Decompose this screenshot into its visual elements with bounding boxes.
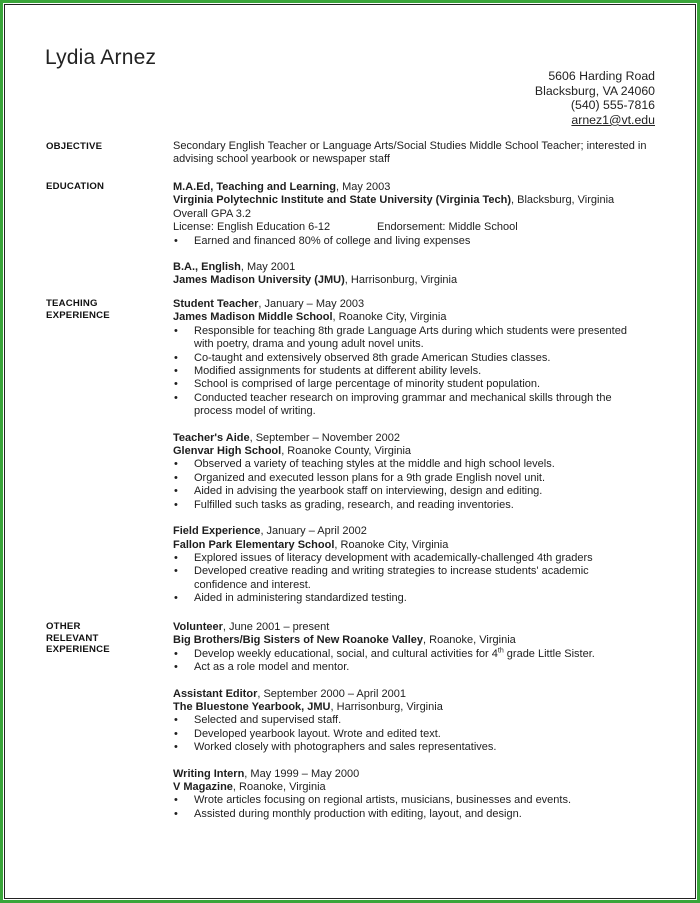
section-label-teaching: TEACHING EXPERIENCE [46,298,110,321]
job-title: Volunteer [173,621,223,633]
job-title: Writing Intern [173,767,245,780]
education-entry [173,261,653,288]
gpa: Overall GPA 3.2 [173,207,252,220]
education-content [173,181,653,301]
job-date: , September 2000 – April 2001 [257,687,406,700]
organization: Big Brothers/Big Sisters of New Roanoke Valley [173,634,424,647]
list-item: • Developed yearbook layout. Wrote and edited text. [173,728,653,741]
list-item: • Worked closely with photographers and sales representatives. [173,741,653,754]
job-date: , January – April 2002 [260,525,367,538]
organization: James Madison Middle School [173,311,333,324]
job-date: , January – May 2003 [258,298,365,310]
school-name: James Madison University (JMU) [173,274,345,287]
org-location: , Harrisonburg, Virginia [330,701,443,714]
school-location: , Blacksburg, Virginia [511,194,615,207]
teaching-content [173,298,653,619]
school-location: , Harrisonburg, Virginia [344,274,458,287]
org-location: , Roanoke, Virginia [232,781,326,794]
experience-entry [173,688,653,755]
list-item: • Act as a role model and mentor. [173,661,653,674]
org-location: , Roanoke City, Virginia [334,538,449,551]
list-item: • Developed creative reading and writing strategies to increase students' academic confidence and interest. [173,565,608,592]
job-date: , June 2001 – present [222,621,330,633]
job-title: Assistant Editor [173,687,258,700]
degree-date: , May 2003 [335,181,391,193]
experience-entry [173,525,653,605]
experience-entry [173,768,653,822]
education-entry [173,181,653,248]
org-location: , Roanoke City, Virginia [332,311,447,324]
degree-title: B.A., English [173,261,241,274]
job-title: Student Teacher [173,298,259,310]
list-item: • Aided in administering standardized testing. [173,592,608,605]
endorsement: Endorsement: Middle School [377,221,518,234]
list-item: • Conducted teacher research on improving grammar and mechanical skills through the process model of writing. [173,392,628,419]
license: License: English Education 6-12 [173,221,331,234]
list-item: • Explored issues of literacy development with academically-challenged 4th graders [173,552,608,565]
org-location: , Roanoke County, Virginia [281,445,412,458]
list-item: • Aided in advising the yearbook staff on interviewing, design and editing. [173,485,653,498]
organization: Fallon Park Elementary School [173,538,335,551]
degree-date: , May 2001 [240,261,296,274]
phone-number: (540) 555-7816 [570,98,655,113]
objective-text: Secondary English Teacher or Language Arts/Social Studies Middle School Teacher; interested in advising school yearbook or newspaper staff [173,140,647,166]
list-item: • Assisted during monthly production with editing, layout, and design. [173,808,653,821]
organization: V Magazine [173,781,233,794]
organization: The Bluestone Yearbook, JMU [173,701,331,714]
job-date: , May 1999 – May 2000 [244,767,360,780]
applicant-name: Lydia Arnez [45,46,157,69]
list-item: • Co-taught and extensively observed 8th grade American Studies classes. [173,352,628,365]
list-item: • Responsible for teaching 8th grade Language Arts during which students were presented with poetry, drama and young adult novel units. [173,325,628,352]
list-item: • Wrote articles focusing on regional artists, musicians, businesses and events. [173,794,653,807]
list-item: • Earned and financed 80% of college and living expenses [173,235,653,248]
experience-entry [173,621,653,675]
section-label-education: EDUCATION [46,181,105,192]
section-label-other: OTHER RELEVANT EXPERIENCE [46,621,110,655]
job-title: Teacher's Aide [173,431,250,444]
list-item: • Modified assignments for students at different ability levels. [173,365,628,378]
job-date: , September – November 2002 [249,431,401,444]
experience-entry [173,432,653,512]
experience-entry [173,298,653,419]
list-item: • School is comprised of large percentage of minority student population. [173,378,628,391]
organization: Glenvar High School [173,445,282,458]
list-item: • Organized and executed lesson plans for a 9th grade English novel unit. [173,472,653,485]
list-item: • Observed a variety of teaching styles at the middle and high school levels. [173,458,653,471]
section-label-objective: OBJECTIVE [46,141,103,152]
school-name: Virginia Polytechnic Institute and State University (Virginia Tech) [173,194,512,207]
contact-block [535,69,655,127]
address-line-2: Blacksburg, VA 24060 [534,83,655,98]
degree-title: M.A.Ed, Teaching and Learning [173,181,336,193]
other-content [173,621,653,834]
license-row [173,221,653,234]
list-item: • Develop weekly educational, social, and cultural activities for 4th grade Little Sister. [173,648,653,661]
address-line-1: 5606 Harding Road [548,69,655,83]
job-title: Field Experience [173,525,261,538]
list-item: • Selected and supervised staff. [173,714,653,727]
email-link[interactable]: arnez1@vt.edu [571,112,655,127]
org-location: , Roanoke, Virginia [423,634,516,647]
list-item: • Fulfilled such tasks as grading, research, and reading inventories. [173,499,653,512]
